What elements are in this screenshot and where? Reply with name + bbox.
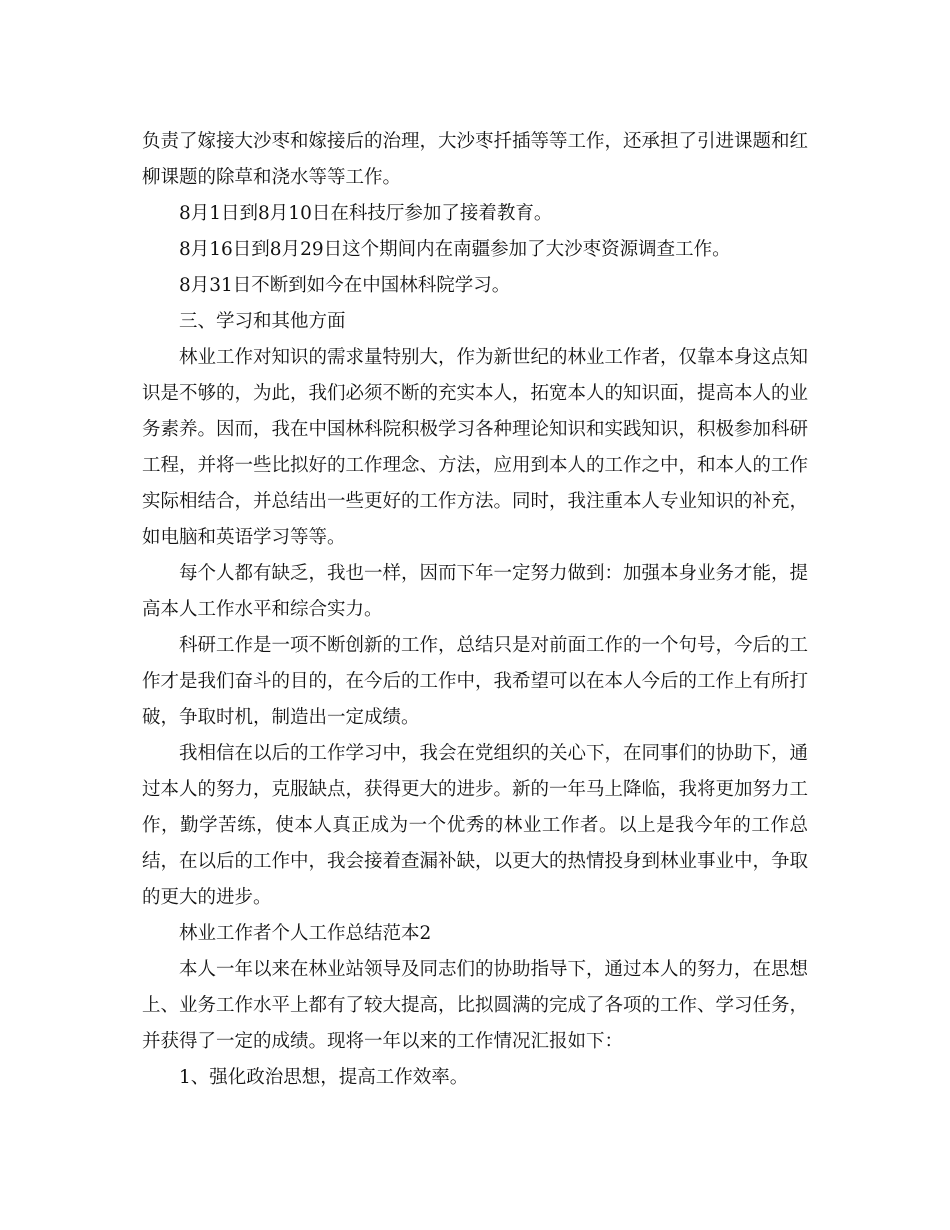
paragraph-2: 8月1日到8月10日在科技厅参加了接着教育。	[179, 203, 553, 224]
paragraph-12: 1、强化政治思想，提高工作效率。	[179, 1067, 469, 1088]
paragraph-8: 科研工作是一项不断创新的工作，总结只是对前面工作的一个句号，今后的工作才是我们奋斗的目的，在今后的工作中，我希望可以在本人今后的工作上有所打破，争取时机，制造出一定成绩。	[142, 635, 809, 728]
paragraph-7: 每个人都有缺乏，我也一样，因而下年一定努力做到：加强本身业务才能，提高本人工作水平和综合实力。	[142, 563, 809, 620]
section-title-sample-2: 林业工作者个人工作总结范本2	[179, 923, 432, 944]
paragraph-6: 林业工作对知识的需求量特别大，作为新世纪的林业工作者，仅靠本身这点知识是不够的，为此，我们必须不断的充实本人，拓宽本人的知识面，提高本人的业务素养。因而，我在中国林科院积极学习各种理论知识和实践知识，积极参加科研工程，并将一些比拟好的工作理念、方法，应用到本人的工作之中，和本人的工作实际相结合，并总结出一些更好的工作方法。同时，我注重本人专业知识的补充，如电脑和英语学习等等。	[142, 347, 809, 548]
paragraph-4: 8月31日不断到如今在中国林科院学习。	[179, 275, 511, 296]
paragraph-1: 负责了嫁接大沙枣和嫁接后的治理，大沙枣扦插等等工作，还承担了引进课题和红柳课题的除草和浇水等等工作。	[142, 131, 809, 188]
document-body	[142, 124, 808, 1096]
paragraph-9: 我相信在以后的工作学习中，我会在党组织的关心下，在同事们的协助下，通过本人的努力，克服缺点，获得更大的进步。新的一年马上降临，我将更加努力工作，勤学苦练，使本人真正成为一个优秀的林业工作者。以上是我今年的工作总结，在以后的工作中，我会接着查漏补缺，以更大的热情投身到林业事业中，争取的更大的进步。	[142, 743, 809, 908]
paragraph-3: 8月16日到8月29日这个期间内在南疆参加了大沙枣资源调查工作。	[179, 239, 731, 260]
section-heading-study: 三、学习和其他方面	[179, 311, 346, 332]
paragraph-11: 本人一年以来在林业站领导及同志们的协助指导下，通过本人的努力，在思想上、业务工作水平上都有了较大提高，比拟圆满的完成了各项的工作、学习任务，并获得了一定的成绩。现将一年以来的工作情况汇报如下：	[142, 959, 809, 1052]
